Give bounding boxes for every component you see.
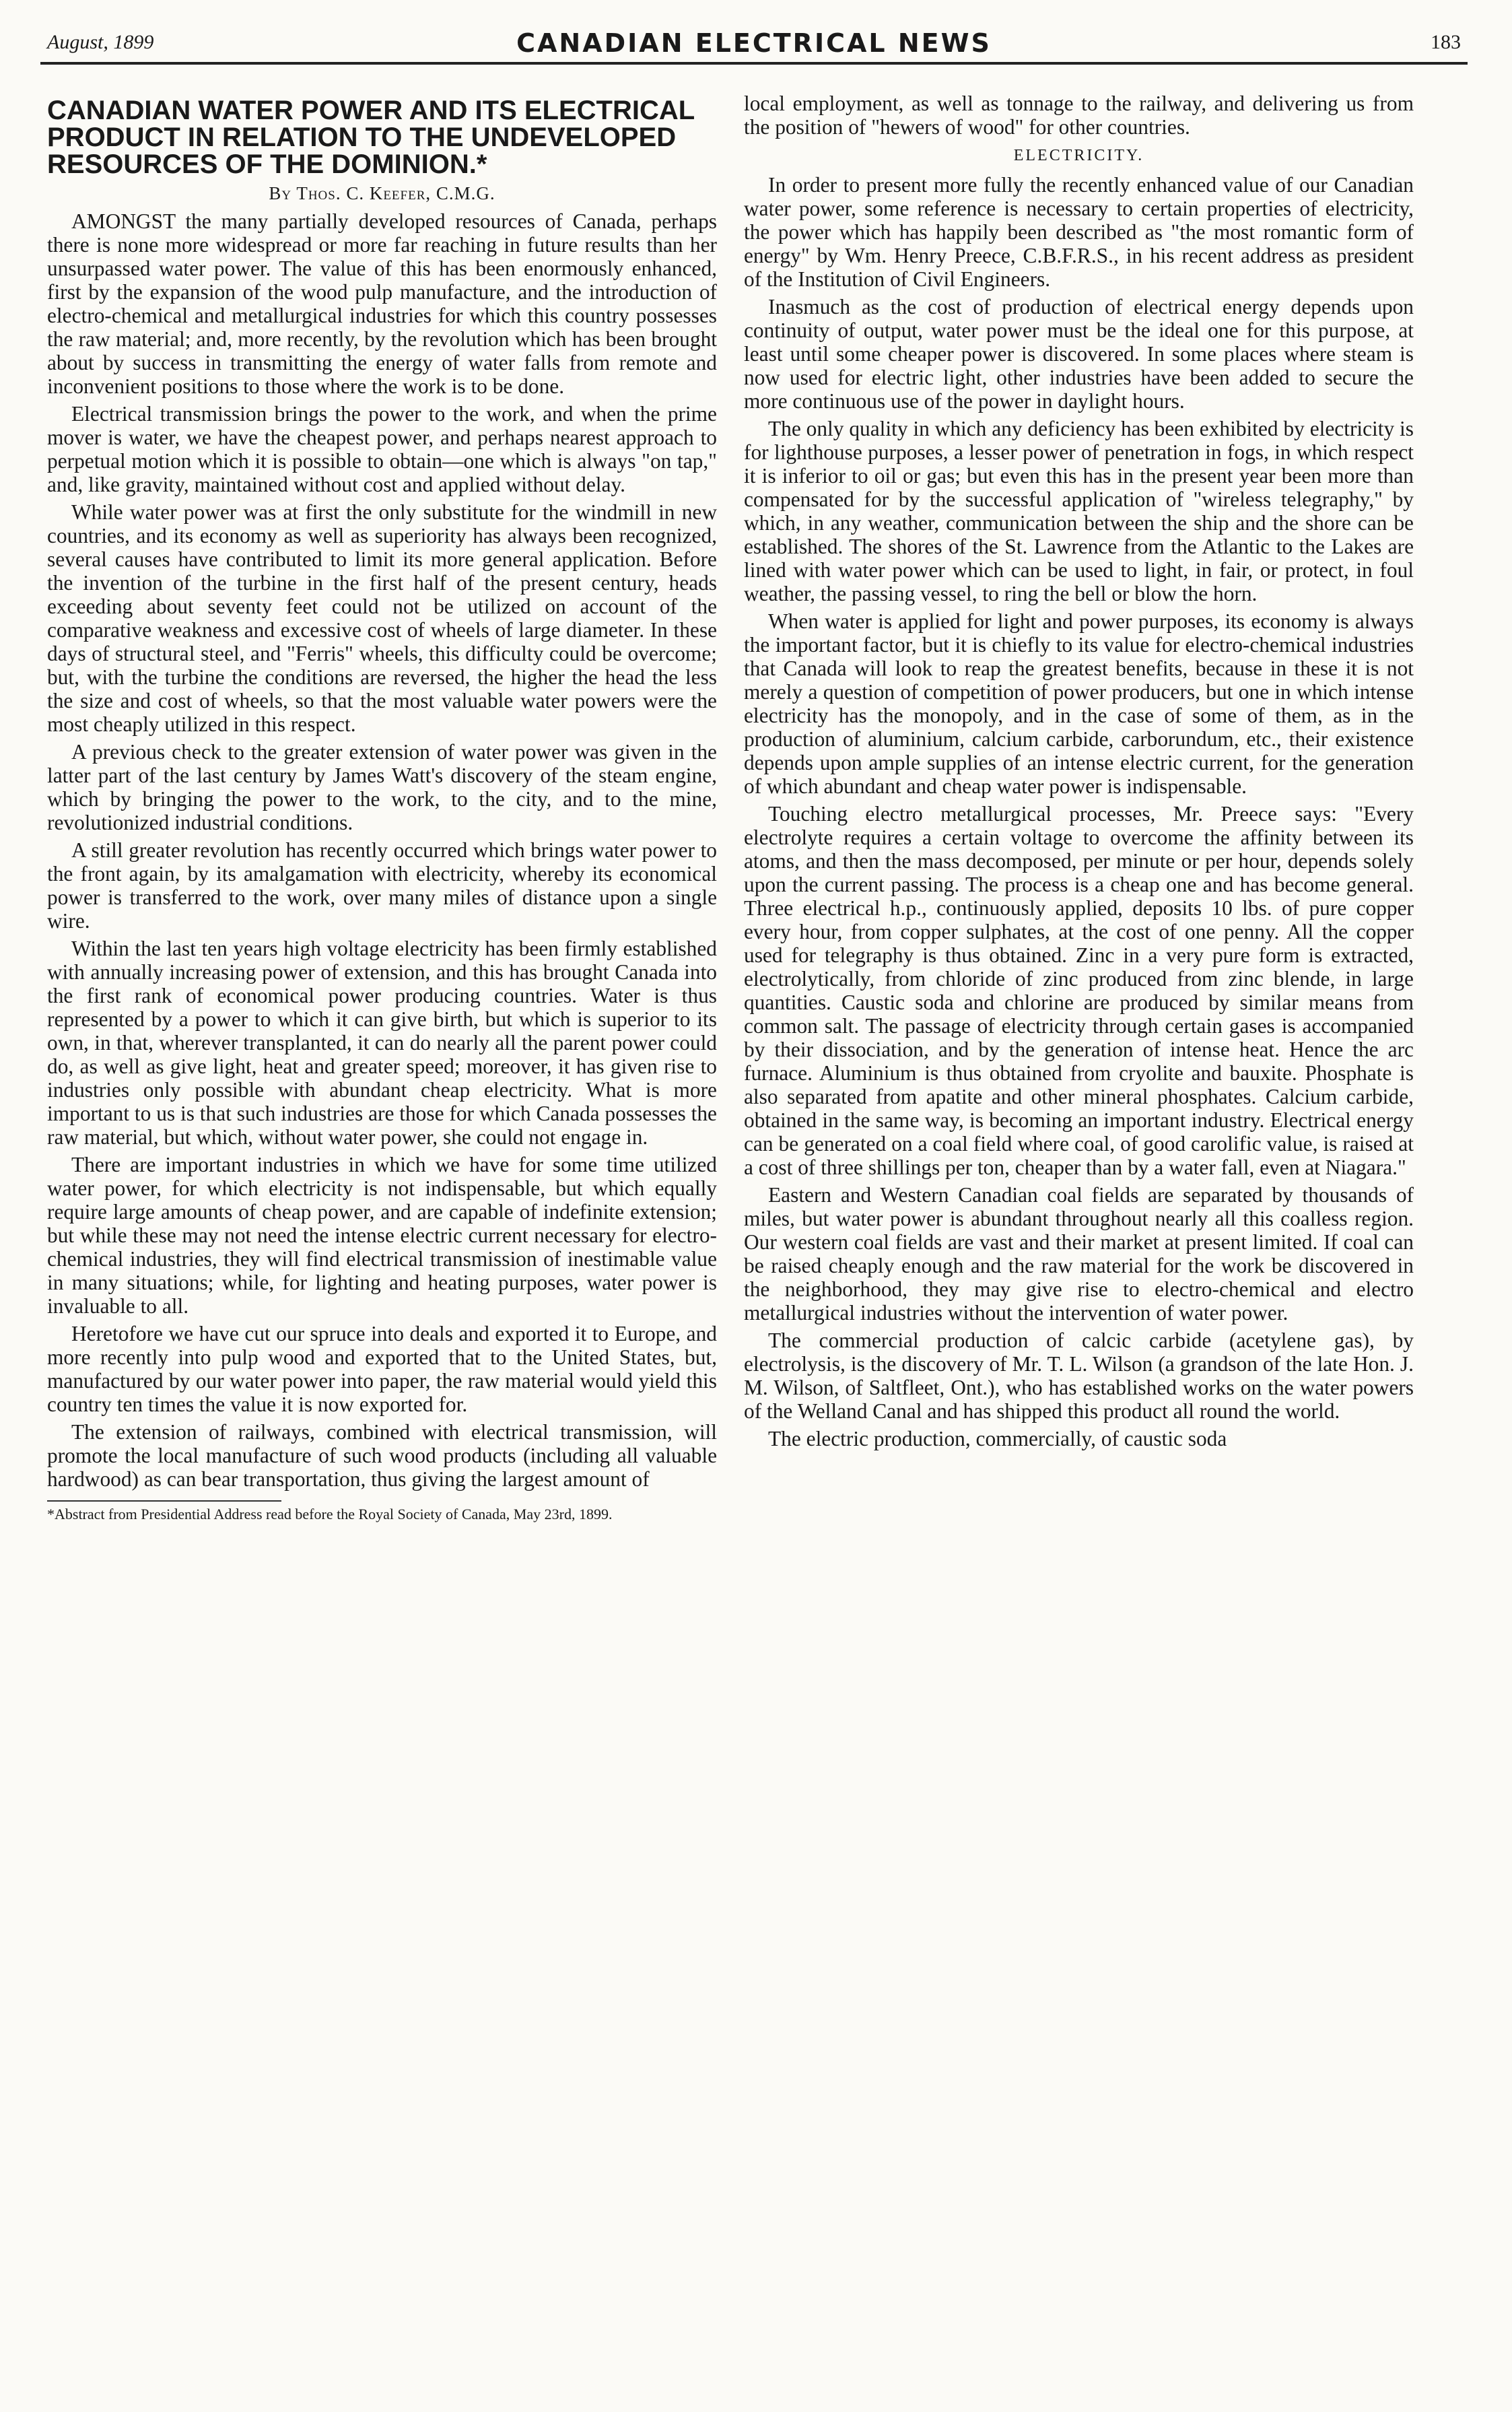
right-column (744, 92, 1414, 1454)
paragraph: The commercial production of calcic carbide (acetylene gas), by electrolysis, is the discovery of Mr. T. L. Wilson (a grandson of the late Hon. J. M. Wilson, of Saltfleet, Ont.), who has established works on the water powers of the Welland Canal and has shipped this product all round the world. (744, 1329, 1414, 1423)
paragraph: There are important industries in which we have for some time utilized water power, for which electricity is not indispensable, but which equally require large amounts of cheap power, and are capable of indefinite extension; but while these may not need the intense electric current necessary for electro-chemical industries, they will find electrical transmission of inestimable value in many situations; while, for lighting and heating purposes, water power is invaluable to all. (47, 1153, 717, 1318)
issue-date: August, 1899 (47, 31, 154, 53)
paragraph: The only quality in which any deficiency has been exhibited by electricity is for lighthouse purposes, a lesser power of penetration in fogs, in which respect it is inferior to oil or gas; but even this has in the present year been more than compensated for by the successful application of "wireless telegraphy," by which, in any weather, communication between the ship and the shore can be established. The shores of the St. Lawrence from the Atlantic to the Lakes are lined with water power which can be used to light, in fair, or protect, in foul weather, the passing vessel, to ring the bell or blow the horn. (744, 417, 1414, 605)
paragraph: A still greater revolution has recently occurred which brings water power to the front again, by its amalgamation with electricity, whereby its economical power is transferred to the work, over many miles of distance upon a single wire. (47, 838, 717, 933)
paragraph: While water power was at first the only substitute for the windmill in new countries, and its economy as well as superiority has always been recognized, several causes have contributed to limit its more general application. Before the invention of the turbine in the first half of the present century, heads exceeding about seventy feet could not be utilized on account of the comparative weakness and excessive cost of wheels of large diameter. In these days of structural steel, and "Ferris" wheels, this difficulty could be overcome; but, with the turbine the conditions are reversed, the higher the head the less the size and cost of wheels, so that the most valuable water powers were the most cheaply utilized in this respect. (47, 500, 717, 736)
journal-title: CANADIAN ELECTRICAL NEWS (516, 28, 992, 58)
paragraph-continued: local employment, as well as tonnage to the railway, and delivering us from the position of "hewers of wood" for other countries. (744, 92, 1414, 139)
paragraph: Inasmuch as the cost of production of electrical energy depends upon continuity of output, water power must be the ideal one for this purpose, at least until some cheaper power is discovered. In some places where steam is now used for electric light, other industries have been added to secure the more continuous use of the power in daylight hours. (744, 295, 1414, 413)
paragraph: A previous check to the greater extension of water power was given in the latter part of the last century by James Watt's discovery of the steam engine, which by bringing the power to the work, to the city, and to the mine, revolutionized industrial conditions. (47, 740, 717, 834)
page-number: 183 (1431, 31, 1461, 53)
page-header (40, 30, 1468, 65)
paragraph: Within the last ten years high voltage electricity has been firmly established with annually increasing power of extension, and this has brought Canada into the first rank of economical power producing countries. Water is thus represented by a power to which it can give birth, but which is superior to its own, in that, wherever transplanted, it can do nearly all the parent power could do, as well as give light, heat and greater speed; moreover, it has given rise to industries only possible with abundant cheap electricity. What is more important to us is that such industries are those for which Canada possesses the raw material, but which, without water power, she could not engage in. (47, 937, 717, 1149)
article-title: CANADIAN WATER POWER AND ITS ELECTRICAL PRODUCT IN RELATION TO THE UNDEVELOPED RESOURCES OF THE DOMINION.* (47, 96, 695, 179)
paragraph: The extension of railways, combined with electrical transmission, will promote the local manufacture of such wood products (including all valuable hardwood) as can bear transportation, thus giving the largest amount of (47, 1420, 717, 1491)
paragraph: Heretofore we have cut our spruce into deals and exported it to Europe, and more recently into pulp wood and exported that to the United States, but, manufactured by our water power into paper, the raw material would yield this country ten times the value it is now exported for. (47, 1322, 717, 1416)
article-byline: By Thos. C. Keefer, C.M.G. (269, 183, 495, 203)
paragraph: Touching electro metallurgical processes, Mr. Preece says: "Every electrolyte requires a certain voltage to overcome the affinity between its atoms, and then the mass decomposed, per minute or per hour, depends solely upon the current passing. The process is a cheap one and has become general. Three electrical h.p., continuously applied, deposits 10 lbs. of pure copper every hour, from copper sulphates, at the cost of one penny. All the copper used for telegraphy is thus obtained. Zinc in a very pure form is extracted, electrolytically, from chloride of zinc produced from zinc blende, in large quantities. Caustic soda and chlorine are produced by similar means from common salt. The passage of electricity through certain gases is accompanied by their dissociation, and by the generation of intense heat. Hence the arc furnace. Aluminium is thus obtained from cryolite and bauxite. Phosphate is also separated from apatite and other mineral phosphates. Calcium carbide, obtained in the same way, is becoming an important industry. Electrical energy can be generated on a coal field where coal, of good carolific value, is raised at a cost of three shillings per ton, cheaper than by a water fall, even at Niagara." (744, 802, 1414, 1179)
page (40, 0, 1468, 2412)
footnote-divider (47, 1500, 281, 1502)
paragraph: The electric production, commercially, of caustic soda (768, 1427, 1227, 1450)
paragraph: In order to present more fully the recently enhanced value of our Canadian water power, some reference is necessary to certain properties of electricity, the power which has happily been described as "the most romantic form of energy" by Wm. Henry Preece, C.B.F.R.S., in his recent address as president of the Institution of Civil Engineers. (744, 173, 1414, 291)
paragraph: AMONGST the many partially developed resources of Canada, perhaps there is none more widespread or more far reaching in future results than her unsurpassed water power. The value of this has been enormously enhanced, first by the expansion of the wood pulp manufacture, and the introduction of electro-chemical and metallurgical industries for which this country possesses the raw material; and, more recently, by the revolution which has been brought about by success in transmitting the energy of water falls from remote and inconvenient positions to those where the work is to be done. (47, 209, 717, 398)
paragraph: Eastern and Western Canadian coal fields are separated by thousands of miles, but water power is abundant throughout nearly all this coalless region. Our western coal fields are vast and their market at present limited. If coal can be raised cheaply enough and the raw material for the work be discovered in the neighborhood, they may give rise to electro-chemical and electro metallurgical industries without the intervention of water power. (744, 1183, 1414, 1325)
section-heading: ELECTRICITY. (1013, 147, 1144, 164)
footnote: *Abstract from Presidential Address read before the Royal Society of Canada, May 23rd, 1899. (47, 1506, 613, 1522)
paragraph: When water is applied for light and power purposes, its economy is always the important factor, but it is chiefly to its value for electro-chemical industries that Canada will look to reap the greatest benefits, because in these it is not merely a question of competition of power producers, but one in which intense electricity has the monopoly, and in the case of some of them, as in the production of aluminium, calcium carbide, carborundum, etc., their existence depends upon ample supplies of an intense electric current, for the generation of which abundant and cheap water power is indispensable. (744, 609, 1414, 798)
paragraph: Electrical transmission brings the power to the work, and when the prime mover is water, we have the cheapest power, and perhaps nearest approach to perpetual motion which it is possible to obtain—one which is always "on tap," and, like gravity, maintained without cost and applied without delay. (47, 402, 717, 496)
left-column (47, 92, 717, 1527)
